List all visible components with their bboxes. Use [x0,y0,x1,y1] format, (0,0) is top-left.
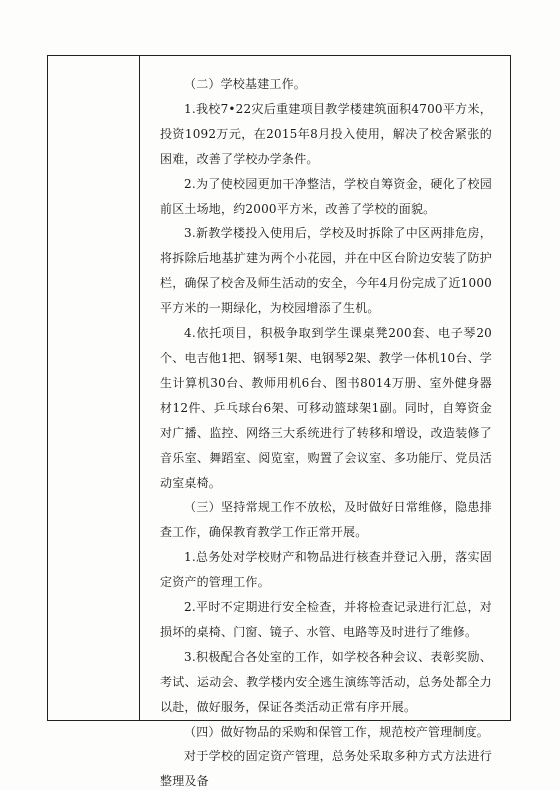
content-cell [140,72,512,794]
paragraph-item-5: 1.总务处对学校财产和物品进行核查并登记入册，落实固定资产的管理工作。 [160,550,492,590]
paragraph-item-6: 2.平时不定期进行安全检查，并将检查记录进行汇总，对损坏的桌椅、门窗、镜子、水管、电路等及时进行了维修。 [160,600,492,639]
paragraph-item-7: 3.积极配合各处室的工作，如学校各种会议、表彰奖励、考试、运动会、教学楼内安全逃生演练等活动，总务处都全力以赴，做好服务，保证各类活动正常有序开展。 [160,649,492,714]
section-heading-4: （四）做好物品的采购和保管工作，规范校产管理制度。 [184,724,490,739]
paragraph-continued: 对于学校的固定资产管理，总务处采取多种方式方法进行整理及备 [160,749,492,789]
paragraph-item-2: 2.为了使校园更加干净整洁，学校自筹资金，硬化了校园前区土场地，约2000平方米，改善了学校的面貌。 [160,176,492,216]
left-label-cell [48,56,140,720]
paragraph-item-3: 3.新教学楼投入使用后，学校及时拆除了中区两排危房，将拆除后地基扩建为两个小花园，并在中区台阶边安装了防护栏，确保了校舍及师生活动的安全，今年4月份完成了近1000平方米的一期绿化，为校园增添了生机。 [160,226,492,316]
section-heading-3: （三）坚持常规工作不放松，及时做好日常维修，隐患排查工作，确保教育教学工作正常开展。 [160,500,492,540]
section-heading-2: （二）学校基建工作。 [184,77,307,91]
paragraph-item-1: 1.我校7•22灾后重建项目教学楼建筑面积4700平方米，投资1092万元，在2015年8月投入使用，解决了校舍紧张的困难，改善了学校办学条件。 [160,101,492,166]
table-frame [47,55,511,789]
paragraph-item-4: 4.依托项目，积极争取到学生课桌凳200套、电子琴20个、电吉他1把、钢琴1架、电钢琴2架、教学一体机10台、学生计算机30台、教师用机6台、图书8014万册、室外健身器材12件、乒乓球台6架、可移动篮球架1副。同时，自筹资金对广播、监控、网络三大系统进行了转移和增设，改造装修了音乐室、舞蹈室、阅览室，购置了会议室、多功能厅、党员活动室桌椅。 [160,326,492,490]
